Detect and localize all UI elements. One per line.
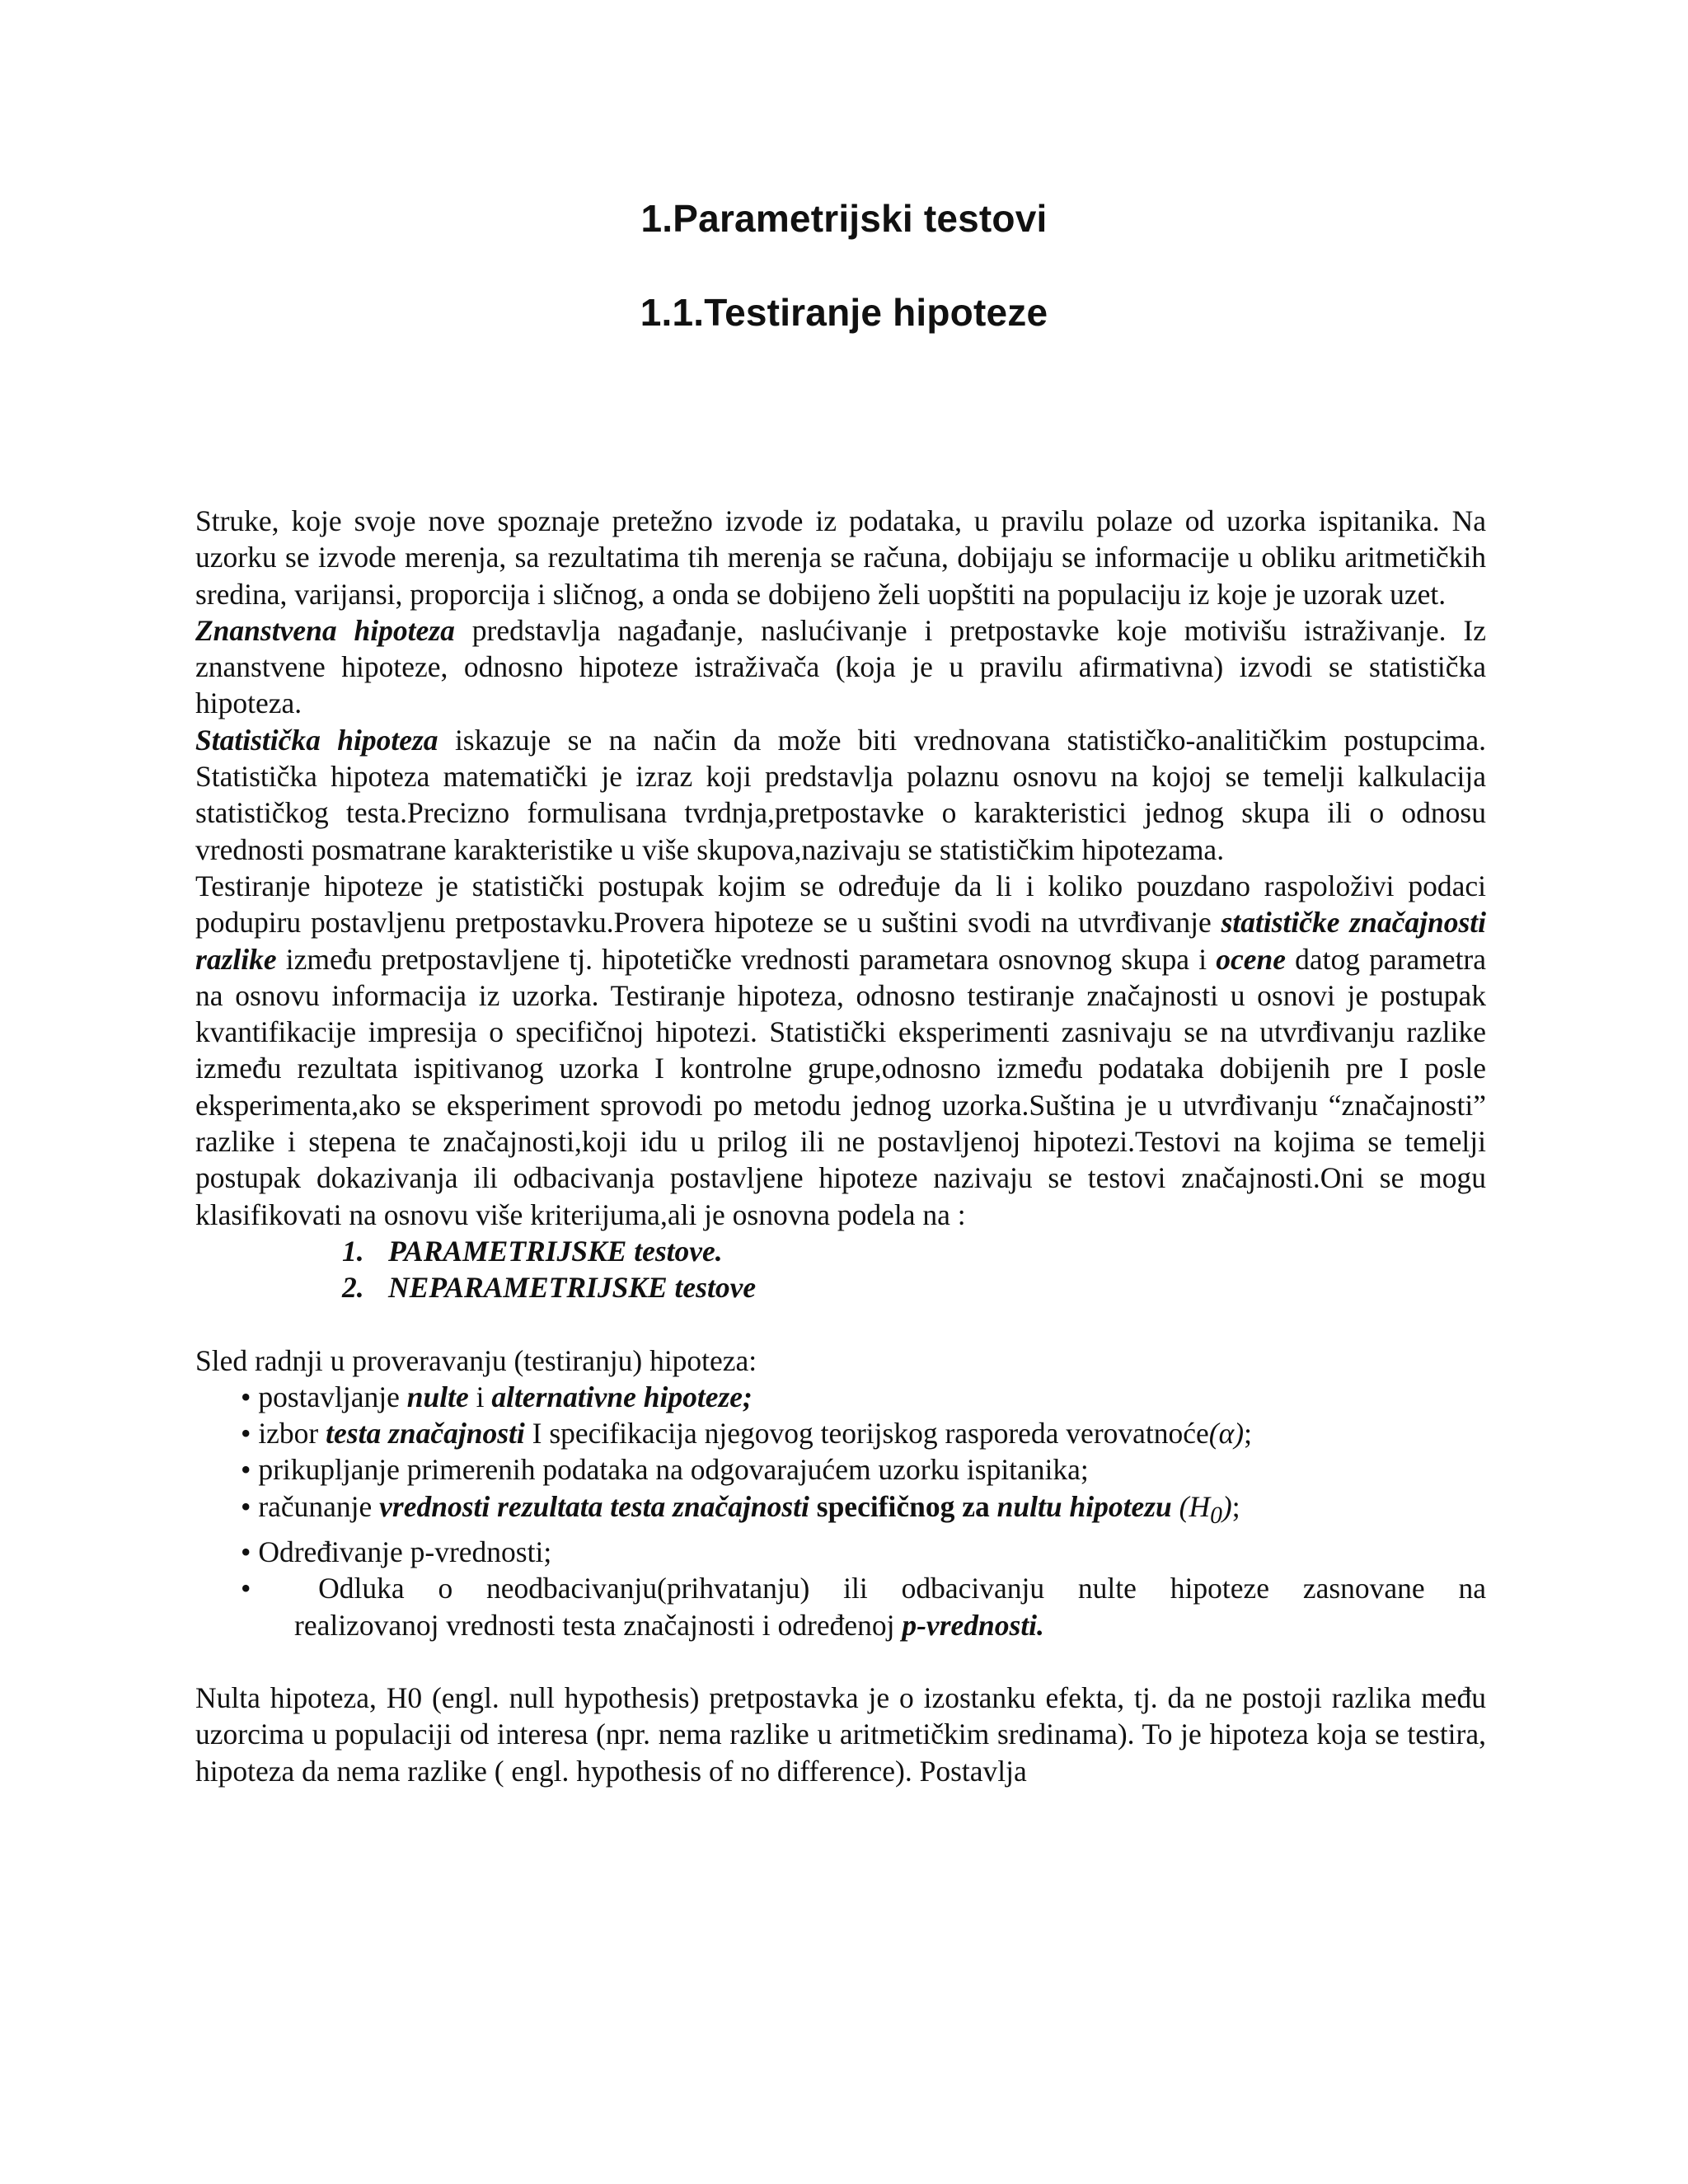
steps-intro: Sled radnji u proveravanju (testiranju) hipoteza: <box>195 1343 757 1377</box>
step-text: ; <box>1231 1489 1240 1523</box>
step-item <box>241 1451 1486 1488</box>
bullet-icon: • <box>241 1453 251 1487</box>
term-scientific-hypothesis: Znanstvena hipoteza <box>195 613 455 647</box>
paragraph-text: Testiranje hipoteze je statistički postupak kojim se određuje da li i koliko pouzdano raspoloživi podaci podupiru postavljenu pretpostavku.Provera hipoteze se u suštini svodi na utvrđivanje <box>195 869 1486 940</box>
h0-symbol-text: (H <box>1171 1489 1211 1523</box>
step-text: postavljanje <box>258 1380 407 1413</box>
term-null-hypothesis: nultu hipotezu <box>996 1489 1172 1523</box>
term-test-value: vrednosti rezultata testa značajnosti <box>379 1489 809 1523</box>
list-number: 1. <box>342 1234 364 1268</box>
paragraph-text: iskazuje se na način da može biti vrednovana statističko-analitičkim postupcima. Statistička hipoteza matematički je izraz koji predstavlja polaznu osnovu na kojoj se temelji kalkulacija statističkog testa.Precizno formulisana tvrdnja,pretpostavke o karakteristici jednog skupa ili o odnosu vrednosti posmatrane karakteristike u više skupova,nazivaju se statističkim hipotezama. <box>195 723 1486 866</box>
paragraph-null-hypothesis: Nulta hipoteza, H0 (engl. null hypothesis) pretpostavka je o izostanku efekta, tj. da ne postoji razlika među uzorcima u populaciji od interesa (npr. nema razlike u aritmetičkim sredinama). To je hipoteza koja se testira, hipoteza da nema razlike ( engl. hypothesis of no difference). Postavlja <box>195 1681 1486 1788</box>
term-significance-difference: statističke značajnosti razlike <box>195 906 1486 976</box>
list-text: PARAMETRIJSKE testove. <box>388 1234 723 1268</box>
paragraph-text: predstavlja nagađanje, naslućivanje i pretpostavke koje motivišu istraživanje. Iz znanstvene hipoteze, odnosno hipoteze istraživača (koja je u pravilu afirmativna) izvodi se statistička hipoteza. <box>195 613 1486 720</box>
step-text: Određivanje p-vrednosti; <box>258 1535 552 1569</box>
step-item <box>241 1570 1486 1606</box>
term-test: testa značajnosti <box>326 1417 525 1451</box>
step-text: i <box>468 1380 492 1413</box>
step-text: ; <box>1244 1417 1252 1451</box>
step-item <box>241 1534 1486 1570</box>
list-text: NEPARAMETRIJSKE testove <box>388 1271 757 1305</box>
term-specific: specifičnog za <box>809 1489 997 1523</box>
paragraph-scientific-hypothesis <box>195 612 1486 722</box>
section-title: 1.1.Testiranje hipoteze <box>640 291 1048 334</box>
list-item <box>195 1269 1486 1305</box>
list-item <box>195 1233 1486 1269</box>
step-text: izbor <box>258 1417 326 1451</box>
step-item <box>241 1379 1486 1415</box>
step-item <box>241 1415 1486 1451</box>
step-text: realizovanoj vrednosti testa značajnosti i određenoj <box>294 1608 903 1642</box>
list-number: 2. <box>342 1271 364 1305</box>
term-null: nulte <box>406 1380 469 1413</box>
step-item-continuation <box>241 1607 1486 1643</box>
spacer <box>195 1306 1486 1343</box>
paragraph-text: datog parametra na osnovu informacija iz uzorka. Testiranje hipoteza, odnosno testiranje značajnosti u osnovi je postupak kvantifikacije impresija o specifičnoj hipotezi. Statistički eksperimenti zasnivaju se na utvrđivanju razlike između rezultata ispitivanog uzorka I kontrolne grupe,odnosno između podataka dobijenih pre I posle eksperimenta,ako se eksperiment sprovodi po metodu jednog uzorka.Suština je u utvrđivanju “značajnosti” razlike i stepena te značajnosti,koji idu u prilog ili ne postavljenoj hipotezi.Testovi na kojima se temelji postupak dokazivanja ili odbacivanja postavljene hipoteze nazivaju se testovi značajnosti.Oni se mogu klasifikovati na osnovu više kriterijuma,ali je osnovna podela na : <box>195 942 1487 1231</box>
steps-list <box>195 1379 1486 1643</box>
step-text: Odluka o neodbacivanju(prihvatanju) ili odbacivanju nulte hipoteze zasnovane na <box>318 1572 1486 1605</box>
term-statistical-hypothesis: Statistička hipoteza <box>195 723 438 757</box>
term-alternative: alternativne hipoteze; <box>491 1380 753 1413</box>
paragraph-statistical-hypothesis <box>195 722 1486 868</box>
paragraph-text: između pretpostavljene tj. hipotetičke vrednosti parametara osnovnog skupa i <box>276 942 1217 976</box>
paragraph-hypothesis-testing <box>195 868 1486 1233</box>
alpha-symbol: (α) <box>1208 1417 1245 1451</box>
step-text: računanje <box>258 1489 380 1523</box>
paragraph-intro: Struke, koje svoje nove spoznaje pretežno izvode iz podataka, u pravilu polaze od uzorka ispitanika. Na uzorku se izvode merenja, sa rezultatima tih merenja se računa, dobijaju se informacije u obliku aritmetičkih sredina, varijansi, proporcija i sličnog, a onda se dobijeno želi uopštiti na populaciju iz koje je uzorak uzet. <box>195 504 1486 611</box>
document-body <box>195 503 1486 1789</box>
step-text: I specifikacija njegovog teorijskog rasporeda verovatnoće <box>524 1417 1209 1451</box>
step-item <box>241 1488 1486 1534</box>
term-p-value: p-vrednosti. <box>902 1608 1044 1642</box>
bullet-icon: • <box>241 1572 251 1605</box>
term-estimate: ocene <box>1216 942 1286 976</box>
step-text: prikupljanje primerenih podataka na odgovarajućem uzorku ispitanika; <box>258 1453 1089 1487</box>
spacer <box>195 1643 1486 1680</box>
page-title: 1.Parametrijski testovi <box>640 197 1048 240</box>
h0-subscript: 0 <box>1210 1502 1222 1529</box>
bullet-icon: • <box>241 1417 251 1451</box>
bullet-icon: • <box>241 1535 251 1569</box>
bullet-icon: • <box>241 1380 251 1413</box>
bullet-icon: • <box>241 1489 251 1523</box>
h0-symbol <box>1171 1489 1232 1529</box>
h0-close: ) <box>1221 1489 1232 1523</box>
